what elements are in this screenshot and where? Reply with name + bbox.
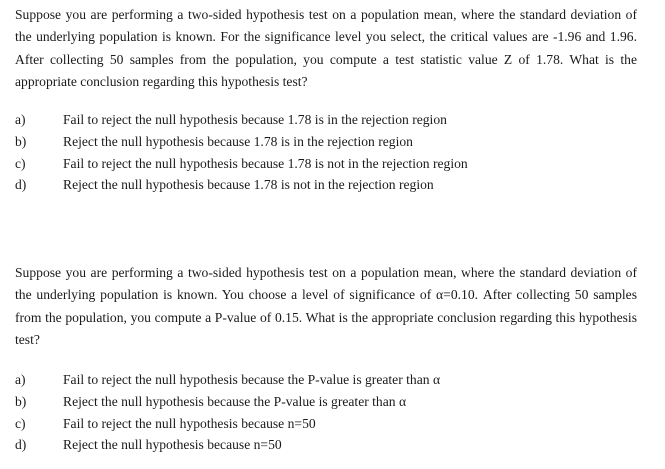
- option-letter: b): [15, 133, 27, 149]
- option-text: Reject the null hypothesis because 1.78 is not in the rejection region: [63, 177, 434, 193]
- question-2-options: [15, 369, 637, 456]
- option-text: Reject the null hypothesis because 1.78 is in the rejection region: [63, 133, 413, 149]
- option-letter: d): [15, 177, 27, 193]
- question-2-option-a: [15, 369, 637, 391]
- option-text: Fail to reject the null hypothesis because the P-value is greater than α: [63, 372, 441, 388]
- question-2-option-c: [15, 413, 637, 435]
- question-2-option-d: [15, 434, 637, 456]
- option-letter: c): [15, 155, 26, 171]
- option-text: Reject the null hypothesis because n=50: [63, 437, 282, 453]
- question-1: [15, 4, 637, 196]
- option-letter: d): [15, 437, 27, 453]
- option-letter: a): [15, 112, 26, 128]
- option-letter: c): [15, 415, 26, 431]
- option-text: Reject the null hypothesis because the P-value is greater than α: [63, 393, 407, 409]
- option-letter: b): [15, 393, 27, 409]
- option-text: Fail to reject the null hypothesis because n=50: [63, 415, 316, 431]
- question-1-option-b: [15, 131, 637, 153]
- option-text: Fail to reject the null hypothesis because 1.78 is in the rejection region: [63, 112, 447, 128]
- question-2: [15, 262, 637, 456]
- question-1-stem: Suppose you are performing a two-sided hypothesis test on a population mean, where the standard deviation of the underlying population is known. For the significance level you select, the critical values are -1.96 and 1.96. After collecting 50 samples from the population, you compute a test statistic value Z of 1.78. What is the appropriate conclusion regarding this hypothesis test?: [15, 7, 637, 89]
- question-2-stem: Suppose you are performing a two-sided hypothesis test on a population mean, where the standard deviation of the underlying population is known. You choose a level of significance of α=0.10. After collecting 50 samples from the population, you compute a P-value of 0.15. What is the appropriate conclusion regarding this hypothesis test?: [15, 265, 637, 347]
- question-1-option-c: [15, 153, 637, 175]
- question-1-option-d: [15, 174, 637, 196]
- option-text: Fail to reject the null hypothesis because 1.78 is not in the rejection region: [63, 155, 468, 171]
- question-1-option-a: [15, 109, 637, 131]
- question-2-option-b: [15, 391, 637, 413]
- option-letter: a): [15, 372, 26, 388]
- question-1-options: [15, 109, 637, 196]
